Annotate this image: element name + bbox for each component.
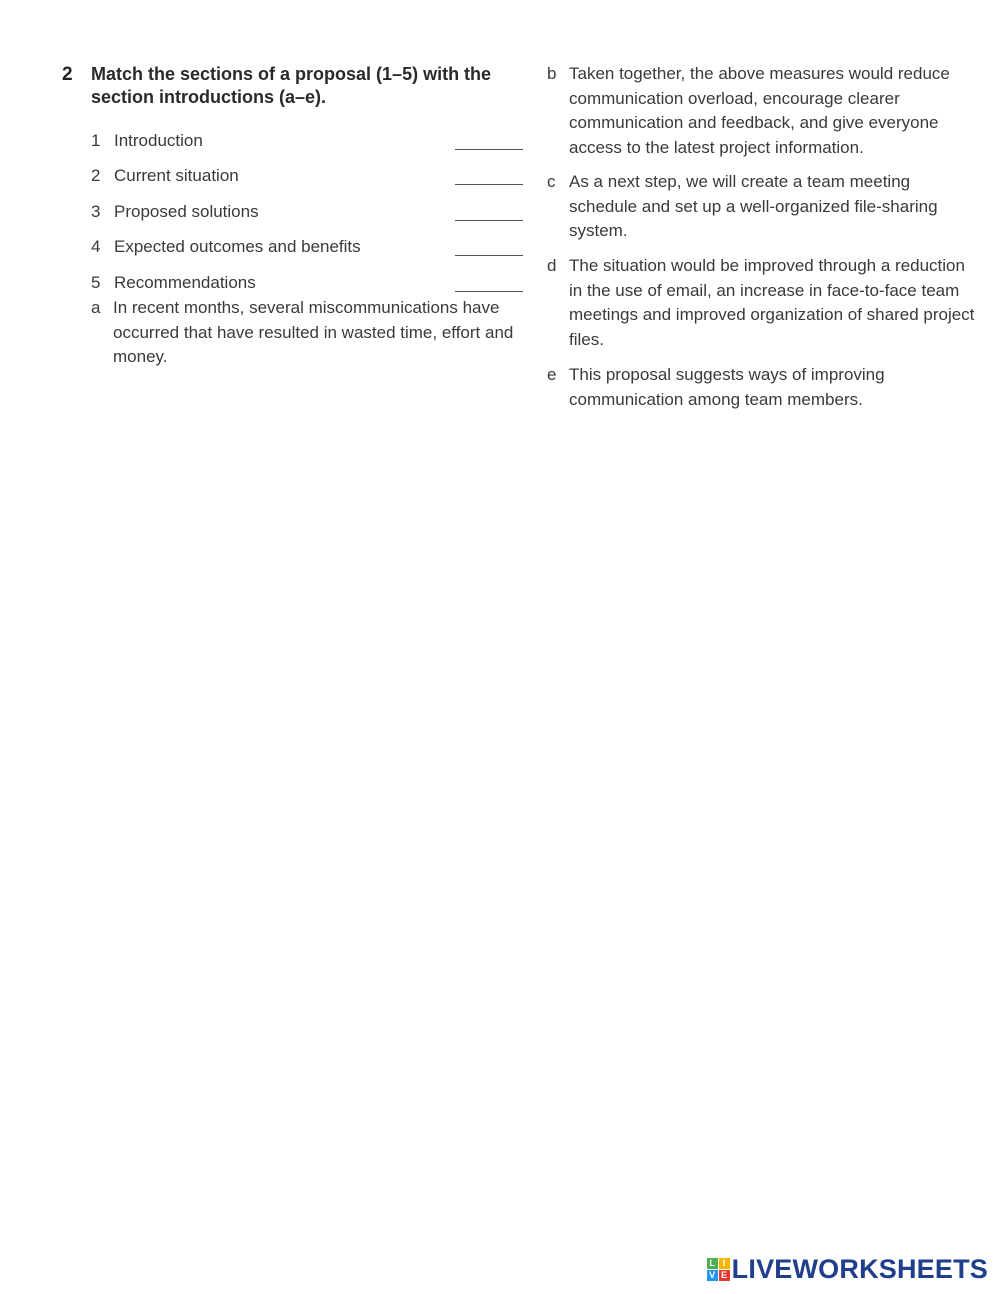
intro-letter: c [547, 172, 556, 191]
intro-item-e [547, 363, 977, 412]
logo-mark-letter: V [707, 1270, 718, 1281]
exercise-number: 2 [62, 64, 73, 85]
section-number: 5 [91, 272, 101, 292]
intro-letter: d [547, 256, 557, 275]
section-number: 4 [91, 237, 101, 256]
intro-item-d [547, 254, 977, 352]
section-item-recommendations [91, 260, 523, 296]
intro-text: This proposal suggests ways of improving communication among team members. [569, 365, 885, 409]
logo-mark-letter: E [719, 1270, 730, 1281]
answer-input-1[interactable] [455, 127, 523, 150]
exercise-instruction: Match the sections of a proposal (1–5) with the section introductions (a–e). [91, 64, 492, 107]
intro-letter: e [547, 365, 557, 384]
logo-text: LIVEWORKSHEETS [731, 1254, 988, 1284]
proposal-sections-list [91, 118, 523, 296]
section-item-current-situation [91, 154, 523, 190]
intro-letter: a [91, 298, 101, 317]
section-label: Current situation [114, 166, 239, 185]
intro-item-c [547, 170, 977, 244]
liveworksheets-mark-icon [707, 1258, 730, 1281]
liveworksheets-logo [707, 1254, 988, 1284]
section-label: Proposed solutions [114, 201, 259, 221]
section-item-expected-outcomes [91, 225, 523, 261]
logo-mark-letter: L [707, 1258, 718, 1269]
intro-letter: b [547, 64, 557, 83]
intro-text: In recent months, several miscommunications have occurred that have resulted in wasted time, effort and money. [113, 298, 514, 366]
logo-mark-letter: I [719, 1258, 730, 1269]
intro-item-b [547, 62, 977, 160]
exercise-header [62, 63, 522, 109]
intro-text: The situation would be improved through a reduction in the use of email, an increase in face-to-face team meetings and improved organization of shared project files. [569, 256, 975, 349]
section-label: Introduction [114, 130, 203, 150]
intro-item-a [91, 296, 526, 370]
answer-input-3[interactable] [455, 198, 523, 221]
section-item-introduction [91, 118, 523, 154]
section-number: 1 [91, 130, 101, 150]
section-label: Expected outcomes and benefits [114, 237, 361, 256]
answer-input-2[interactable] [455, 162, 523, 185]
intro-text: As a next step, we will create a team meeting schedule and set up a well-organized file-sharing system. [569, 172, 938, 240]
section-item-proposed-solutions [91, 189, 523, 225]
intro-text: Taken together, the above measures would reduce communication overload, encourage clearer communication and feedback, and give everyone access to the latest project information. [569, 64, 950, 157]
answer-input-4[interactable] [455, 233, 523, 256]
section-number: 2 [91, 166, 101, 185]
answer-input-5[interactable] [455, 269, 523, 292]
section-label: Recommendations [114, 272, 256, 292]
section-number: 3 [91, 201, 101, 221]
